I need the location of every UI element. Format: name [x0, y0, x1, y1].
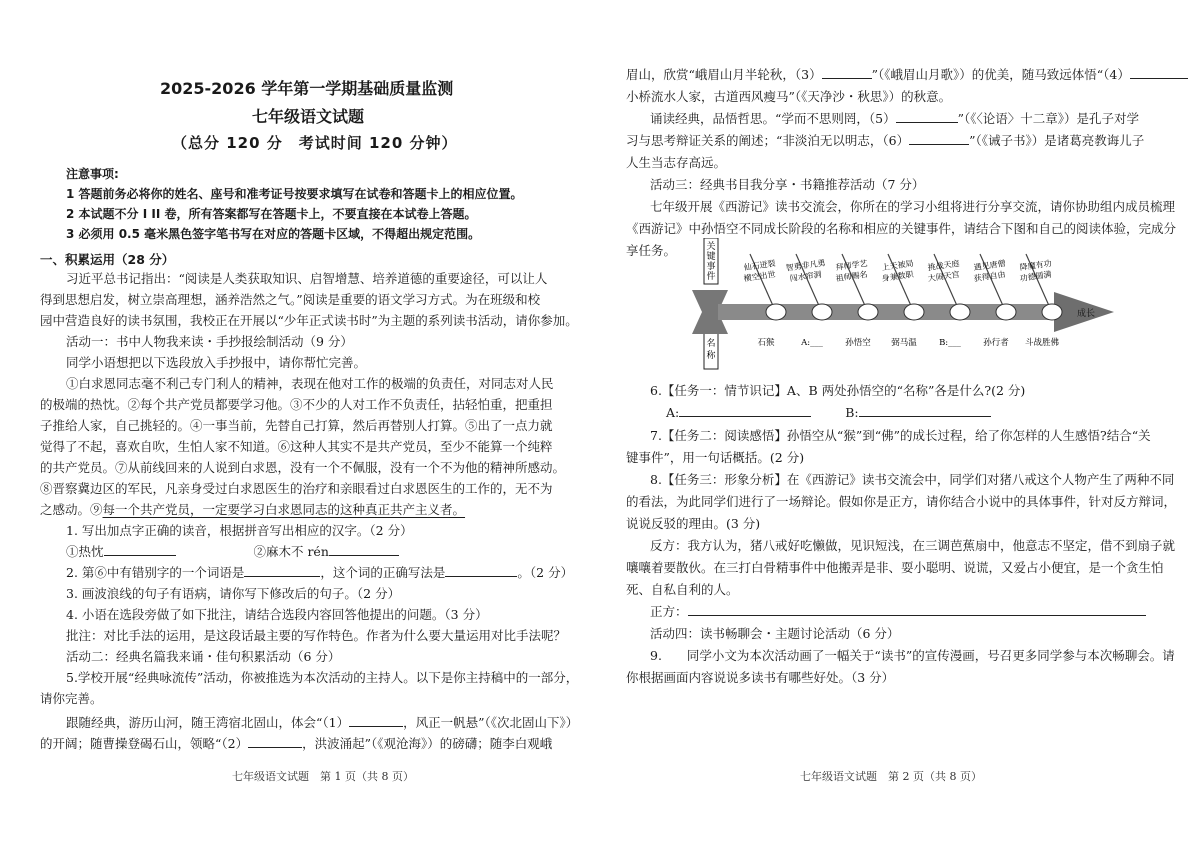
- host-script-line: 跟随经典，游历山河，随王湾宿北固山，体会“（1） ，风正一帆悬”（《次北固山下》）: [66, 712, 578, 733]
- key-event-text: 智勇非凡勇: [785, 258, 827, 273]
- passage-text: 之感动。⑨: [40, 502, 103, 517]
- intro-line: 得到思想启发，树立崇高理想，涵养浩然之气。”阅读是重要的语文学习方式。为在班级和校: [40, 292, 541, 307]
- stage-name: 斗战胜佛: [1024, 338, 1060, 348]
- question-4: 4. 小语在选段旁做了如下批注，请结合选段内容回答他提出的问题。（3 分）: [66, 607, 488, 622]
- answer-blank: [859, 402, 991, 417]
- passage-line: ⑧晋察冀边区的军民，凡亲身受过白求恩医生的治疗和亲眼看过白求恩医生的工作的，无不为: [40, 481, 553, 496]
- notes-title: 注意事项:: [66, 167, 119, 181]
- key-event-text: 仙石迸裂: [743, 258, 777, 273]
- stage-name: 孙行者: [983, 338, 1009, 348]
- exam-title: 2025-2026 学年第一学期基础质量监测: [160, 79, 454, 98]
- debate-pro: 正方：: [650, 601, 1146, 622]
- activity-heading: 活动一：书中人物我来读・手抄报绘制活动（9 分）: [66, 334, 353, 349]
- host-script-line: 小桥流水人家，古道西风瘦马”（《天净沙・秋思》）的秋意。: [626, 89, 952, 104]
- q1-part-b: ②麻木不 rén: [253, 544, 329, 559]
- answer-blank: [329, 541, 399, 556]
- key-event-text: 横空出世: [743, 269, 777, 284]
- key-event-text: 祖师赐名: [835, 269, 869, 284]
- answer-blank: [1130, 64, 1188, 79]
- page-footer: 七年级语文试题 第 2 页（共 8 页）: [800, 770, 982, 783]
- key-event-text: 上天被局: [881, 258, 915, 273]
- stage-name: A:___: [801, 338, 823, 348]
- key-event-text: 大闹天宫: [927, 269, 961, 284]
- question-4-annotation: 批注：对比手法的运用，是这段话最主要的写作特色。作者为什么要大量运用对比手法呢？: [66, 628, 567, 643]
- question-7: 7.【任务二：阅读感悟】孙悟空从“猴”到“佛”的成长过程，给了你怎样的人生感悟?结合“关: [650, 428, 1151, 443]
- page-footer: 七年级语文试题 第 1 页（共 8 页）: [232, 770, 414, 783]
- question-1-parts: [66, 541, 399, 562]
- question-6-blanks: A: B:: [666, 402, 991, 423]
- question-5: 5.学校开展“经典咏流传”活动，你被推选为本次活动的主持人。以下是你主持稿中的一部分，: [66, 670, 579, 685]
- q1-part-a: ①热忱: [66, 544, 104, 559]
- names-label: 名称: [706, 339, 716, 361]
- answer-blank: [349, 712, 403, 727]
- activity-intro: 享任务。: [626, 243, 677, 258]
- section-heading: 一、积累运用（28 分）: [40, 252, 175, 267]
- stage-node: [950, 304, 970, 320]
- passage-line: 子推给人家，自己挑轻的。④一事当前，先替自己打算，然后再替别人打算。⑤出了一点力就: [40, 418, 553, 433]
- key-event-text: 闯水帘洞: [789, 269, 823, 284]
- passage-line: 的极端的热忱。②每个共产党员都要学习他。③不少的人对工作不负责任，拈轻怕重，把重担: [40, 397, 553, 412]
- question-8: 的看法，为此同学们进行了一场辩论。假如你是正方，请你结合小说中的具体事件，针对反方辩词，: [626, 494, 1177, 509]
- key-event-text: 遇见唐僧: [973, 258, 1007, 273]
- debate-con: 死、自私自利的人。: [626, 582, 739, 597]
- answer-blank: [445, 562, 517, 577]
- key-events-label: 关键事件: [706, 242, 716, 282]
- passage-line: [40, 499, 465, 520]
- host-script-line: 诵读经典，品悟哲思。“学而不思则罔，（5） ”（《〈论语〉十二章》）是孔子对学: [650, 108, 1139, 129]
- stage-node: [904, 304, 924, 320]
- activity-heading: 活动二：经典名篇我来诵・佳句积累活动（6 分）: [66, 649, 341, 664]
- question-7: 键事件”，用一句话概括。(2 分): [626, 450, 805, 465]
- host-script-line: 人生当志存高远。: [626, 155, 727, 170]
- debate-con: 嚷嚷着要散伙。在三打白骨精事件中他搬弄是非、耍小聪明、说谎，又爱占小便宜，是一个贪生怕: [626, 560, 1164, 575]
- exam-subtitle: 七年级语文试题: [252, 107, 365, 126]
- note-item: 3 必须用 0.5 毫米黑色签字笔书写在对应的答题卡区域，不得超出规定范围。: [66, 227, 481, 241]
- answer-blank: [688, 601, 1146, 616]
- stage-name: B:___: [939, 338, 961, 348]
- host-script-line: 习与思考辩证关系的阐述；“非淡泊无以明志，（6） ”（《诫子书》）是诸葛亮教诲儿子: [626, 130, 1144, 151]
- fishbone-diagram: [688, 238, 1118, 378]
- stage-node: [858, 304, 878, 320]
- question-3: 3. 画波浪线的句子有语病，请你写下修改后的句子。（2 分）: [66, 586, 401, 601]
- answer-blank: [248, 733, 302, 748]
- activity-intro: 七年级开展《西游记》读书交流会，你所在的学习小组将进行分享交流，请你协助组内成员梳理: [650, 199, 1176, 214]
- note-item: 2 本试题不分 I II 卷，所有答案都写在答题卡上，不要直接在本试卷上答题。: [66, 207, 477, 221]
- answer-blank: [679, 402, 811, 417]
- host-script-line: 的开阔；随曹操登碣石山，领略“（2） ，洪波涌起”（《观沧海》）的磅礴；随李白观峨: [40, 733, 552, 754]
- growth-label: 成长: [1076, 309, 1096, 319]
- key-event-text: 身兼数职: [881, 269, 915, 284]
- answer-blank: [909, 130, 969, 145]
- intro-line: 园中营造良好的读书氛围，我校正在开展以“少年正式读书时”为主题的系列读书活动，请你参加。: [40, 313, 578, 328]
- answer-blank: [896, 108, 958, 123]
- stage-name: 石猴: [757, 338, 775, 348]
- activity-heading: 活动三：经典书目我分享・书籍推荐活动（7 分）: [650, 177, 925, 192]
- activity-heading: 活动四：读书畅聊会・主题讨论活动（6 分）: [650, 626, 900, 641]
- passage-line: 觉得了不起，喜欢自吹，生怕人家不知道。⑥这种人其实不是共产党员，至少不能算一个纯粹: [40, 439, 553, 454]
- stage-name: 孙悟空: [845, 338, 871, 348]
- key-event-text: 降魔有功: [1019, 258, 1053, 273]
- exam-score-time: （总分 120 分 考试时间 120 分钟）: [172, 134, 458, 152]
- question-2: 2. 第⑥中有错别字的一个词语是 ，这个词的正确写法是 。（2 分）: [66, 562, 573, 583]
- answer-blank: [104, 541, 176, 556]
- stage-node: [996, 304, 1016, 320]
- question-6: 6.【任务一：情节识记】A、B 两处孙悟空的“名称”各是什么?(2 分): [650, 383, 1026, 398]
- question-8: 8.【任务三：形象分析】在《西游记》读书交流会中，同学们对猪八戒这个人物产生了两种不同: [650, 472, 1175, 487]
- note-item: 1 答题前务必将你的姓名、座号和准考证号按要求填写在试卷和答题卡上的相应位置。: [66, 187, 523, 201]
- debate-con: 反方：我方认为，猪八戒好吃懒做，见识短浅，在三调芭蕉扇中，他意志不坚定，借不到扇子就: [650, 538, 1176, 553]
- answer-blank: [244, 562, 320, 577]
- question-8: 说说反驳的理由。(3 分): [626, 516, 761, 531]
- question-5: 请你完善。: [40, 691, 103, 706]
- activity-intro: 同学小语想把以下选段放入手抄报中，请你帮忙完善。: [66, 355, 367, 370]
- wavy-sentence: 每一个共产党员，一定要学习白求恩同志的这种真正共产主义者。: [102, 502, 466, 517]
- question-9: 9. 同学小文为本次活动画了一幅关于“读书”的宣传漫画，号召更多同学参与本次畅聊会。请: [650, 648, 1175, 663]
- fishbone-bones: [743, 254, 1062, 348]
- stage-name: 弼马温: [891, 338, 917, 348]
- key-event-text: 获得自由: [973, 269, 1007, 284]
- key-event-text: 拜师学艺: [835, 258, 869, 273]
- answer-blank: [822, 64, 872, 79]
- intro-line: 习近平总书记指出：“阅读是人类获取知识、启智增慧、培养道德的重要途径，可以让人: [66, 271, 548, 286]
- stage-node: [1042, 304, 1062, 320]
- host-script-line: 眉山，欣赏“峨眉山月半轮秋，（3） ”（《峨眉山月歌》）的优美，随马致远体悟“（4）: [626, 64, 1188, 85]
- exam-page-2: [600, 0, 1200, 849]
- stage-node: [812, 304, 832, 320]
- key-event-text: 挑战天庭: [927, 258, 961, 273]
- passage-line: ①白求恩同志毫不利己专门利人的精神，表现在他对工作的极端的负责任，对同志对人民: [66, 376, 554, 391]
- question-1: 1. 写出加点字正确的读音，根据拼音写出相应的汉字。（2 分）: [66, 523, 413, 538]
- question-9: 你根据画面内容说说多读书有哪些好处。（3 分）: [626, 670, 895, 685]
- key-event-text: 功德圆满: [1019, 269, 1053, 284]
- activity-intro: 《西游记》中孙悟空不同成长阶段的名称和相应的关键事件，请结合下图和自己的阅读体验，完成分: [626, 221, 1177, 236]
- stage-node: [766, 304, 786, 320]
- passage-line: 的共产党员。⑦从前线回来的人说到白求恩，没有一个不佩服，没有一个不为他的精神所感动。: [40, 460, 566, 475]
